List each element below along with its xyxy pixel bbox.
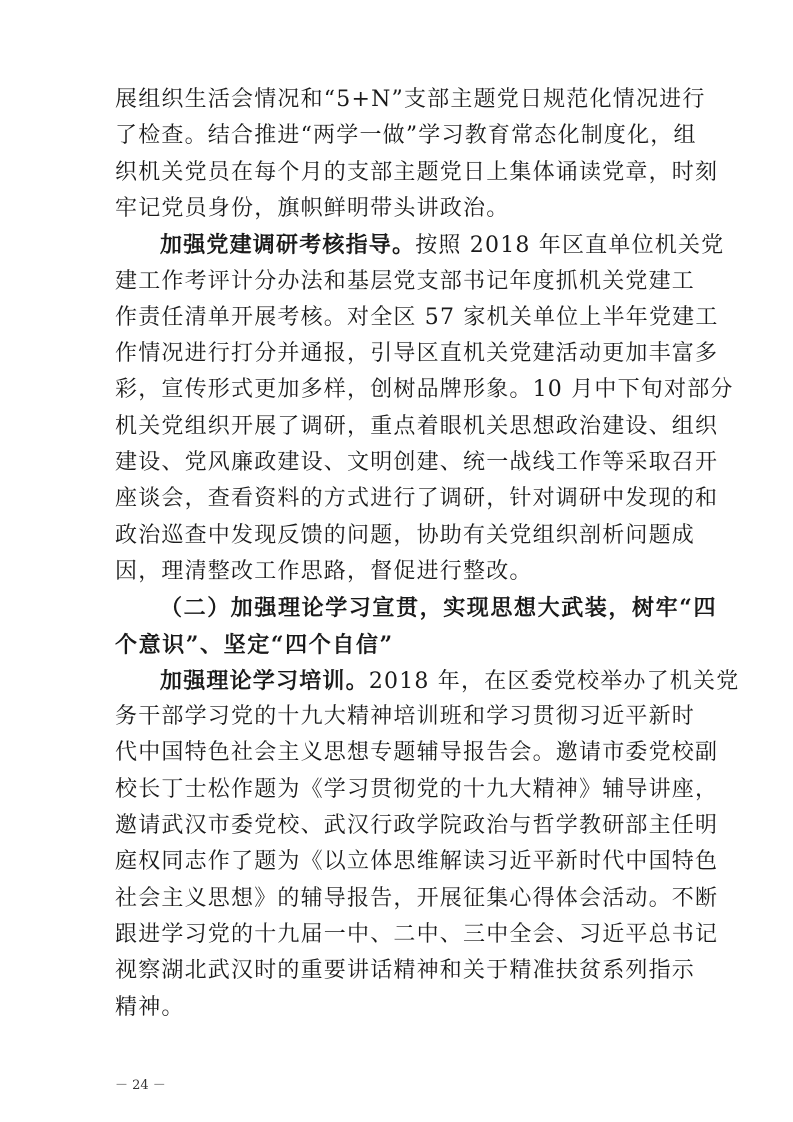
- body-line: 建设、党风廉政建设、文明创建、统一战线工作等采取召开: [115, 450, 719, 475]
- body-line: 了检查。结合推进“两学一做”学习教育常态化制度化，组: [115, 123, 697, 149]
- body-line: 社会主义思想》的辅导报告，开展征集心得体会活动。不断: [115, 885, 719, 911]
- body-line: 跟进学习党的十九届一中、二中、三中全会、习近平总书记: [115, 921, 719, 947]
- body-line: 座谈会，查看资料的方式进行了调研，针对调研中发现的和: [115, 486, 719, 512]
- page-number: － 24 －: [115, 1078, 166, 1093]
- body-line: 庭权同志作了题为《以立体思维解读习近平新时代中国特色: [115, 849, 719, 875]
- body-line: 牢记党员身份，旗帜鲜明带头讲政治。: [115, 195, 510, 221]
- body-line: 织机关党员在每个月的支部主题党日上集体诵读党章，时刻: [115, 159, 719, 185]
- paragraph-lead-line: 加强理论学习培训。2018 年，在区委党校举办了机关党: [160, 667, 740, 694]
- body-line: 代中国特色社会主义思想专题辅导报告会。邀请市委党校副: [115, 740, 719, 766]
- body-line: 因，理清整改工作思路，督促进行整改。: [115, 558, 533, 584]
- body-line: 建工作考评计分办法和基层党支部书记年度抓机关党建工: [115, 268, 696, 294]
- section-heading-continuation: 个意识”、坚定“四个自信”: [115, 631, 394, 658]
- body-line: 精神。: [115, 994, 185, 1020]
- paragraph-lead-heading: 加强党建调研考核指导。: [160, 232, 416, 259]
- section-heading: （二）加强理论学习宣贯，实现思想大武装，树牢“四: [160, 595, 718, 622]
- body-line: 彩，宣传形式更加多样，创树品牌形象。10 月中下旬对部分: [115, 377, 734, 403]
- body-line: 视察湖北武汉时的重要讲话精神和关于精准扶贫系列指示: [115, 958, 696, 984]
- body-line: 务干部学习党的十九大精神培训班和学习贯彻习近平新时: [115, 704, 696, 730]
- body-line: 作情况进行打分并通报，引导区直机关党建活动更加丰富多: [115, 341, 719, 367]
- body-line: 校长丁士松作题为《学习贯彻党的十九大精神》辅导讲座，: [115, 776, 719, 802]
- paragraph-lead-line: 加强党建调研考核指导。按照 2018 年区直单位机关党: [160, 232, 725, 259]
- body-line: 邀请武汉市委党校、武汉行政学院政治与哲学教研部主任明: [115, 813, 719, 838]
- body-line: 政治巡查中发现反馈的问题，协助有关党组织剖析问题成: [115, 522, 696, 548]
- body-line: 展组织生活会情况和“5+N”支部主题党日规范化情况进行: [115, 87, 706, 112]
- paragraph-lead-heading: 加强理论学习培训。: [160, 667, 369, 694]
- body-line: 作责任清单开展考核。对全区 57 家机关单位上半年党建工: [115, 304, 719, 330]
- body-line: 机关党组织开展了调研，重点着眼机关思想政治建设、组织: [115, 413, 719, 439]
